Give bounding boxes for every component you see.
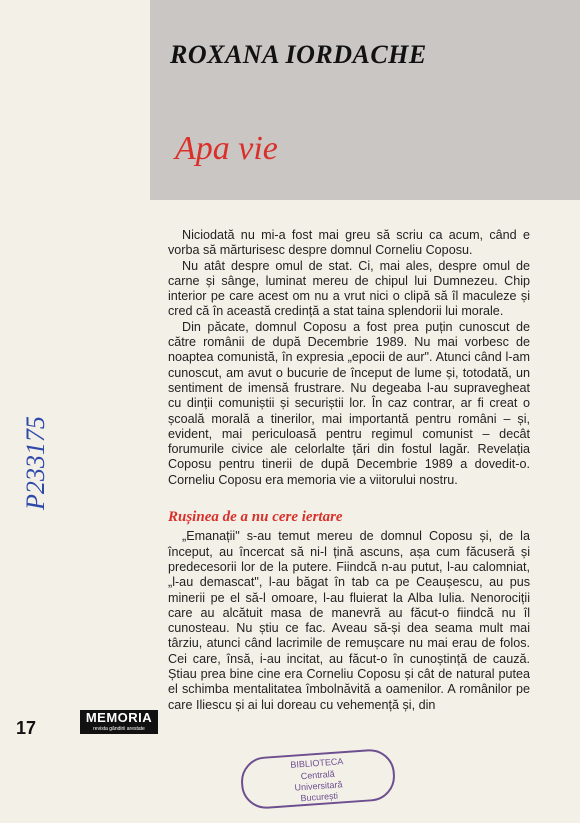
paragraph: Din păcate, domnul Coposu a fost prea puțin cunoscut de către românii de după Decembrie 1989. Nu mai vorbesc de noaptea comunistă, în expresia „epocii de aur". Atunci când l-am cunoscut, am avut o bucurie de început de lume și, totodată, un sentiment de imensă frustrare. Nu degeaba l-au supravegheat cu dinții comuniștii și securiștii lor. În caz contrar, ar fi creat o școală morală a tinerilor, mai importantă pentru români – și, evident, mai periculoasă pentru regimul comunist – decât forumurile civice ale celorlalte țări din fostul lagăr. Revelația Coposu pentru tinerii de după Decembrie 1989 a dovedit-o. Corneliu Coposu era memoria vie a viitorului nostru.	[168, 319, 530, 487]
author-name: ROXANA IORDACHE	[170, 40, 427, 69]
paragraph: Niciodată nu mi-a fost mai greu să scriu ca acum, când e vorba să mărturisesc despre domnul Corneliu Coposu.	[168, 228, 530, 258]
handwritten-mark-text: P233175	[21, 416, 50, 510]
article-body	[168, 228, 530, 713]
stamp-line: Universitară	[294, 779, 343, 793]
memoria-logo	[80, 710, 158, 734]
article-title: Apa vie	[175, 130, 278, 167]
logo-main: MEMORIA	[85, 710, 153, 725]
library-stamp	[238, 748, 398, 810]
section-subheading: Rușinea de a nu cere iertare	[168, 509, 343, 526]
stamp-line: București	[300, 790, 339, 804]
paragraph: „Emanații" s-au temut mereu de domnul Coposu și, de la început, au încercat să ni-l țină ascuns, așa cum făcuseră și predecesorii lor de la putere. Fiindcă n-au putut, l-au calomniat, „l-au demascat", l-au băgat în tab ca pe Ceaușescu, au pus minerii pe el să-l omoare, l-au fluierat la Alba Iulia. Nenorociții care au alcătuit masa de manevră au făcut-o fiindcă nu îl cunosteau. Nu știu ce fac. Aveau să-și dea seama mult mai târziu, atunci când lacrimile de remușcare nu mai erau de folos. Cei care, însă, i-au incitat, au făcut-o în cunoștință de cauză. Știau prea bine cine era Corneliu Coposu și cât de natural putea el schimba mentalitatea îmbolnăvită a oamenilor. A românilor pe care Iliescu și ai lui doreau cu vehemență și, din	[168, 529, 530, 712]
paragraph: Nu atât despre omul de stat. Ci, mai ales, despre omul de carne și sânge, luminat mereu de chipul lui Dumnezeu. Chip interior pe care acest om nu a vrut nici o clipă să îl maculeze și cred că în această credință a stat taina splendorii lui morale.	[168, 258, 530, 319]
page-number: 17	[16, 718, 37, 738]
header-band	[150, 0, 580, 200]
stamp-line: Centrală	[300, 768, 336, 782]
logo-sub: revista gândirii arestate	[93, 726, 145, 732]
stamp-line: BIBLIOTECA	[290, 756, 344, 770]
handwritten-inventory-mark	[14, 405, 64, 515]
